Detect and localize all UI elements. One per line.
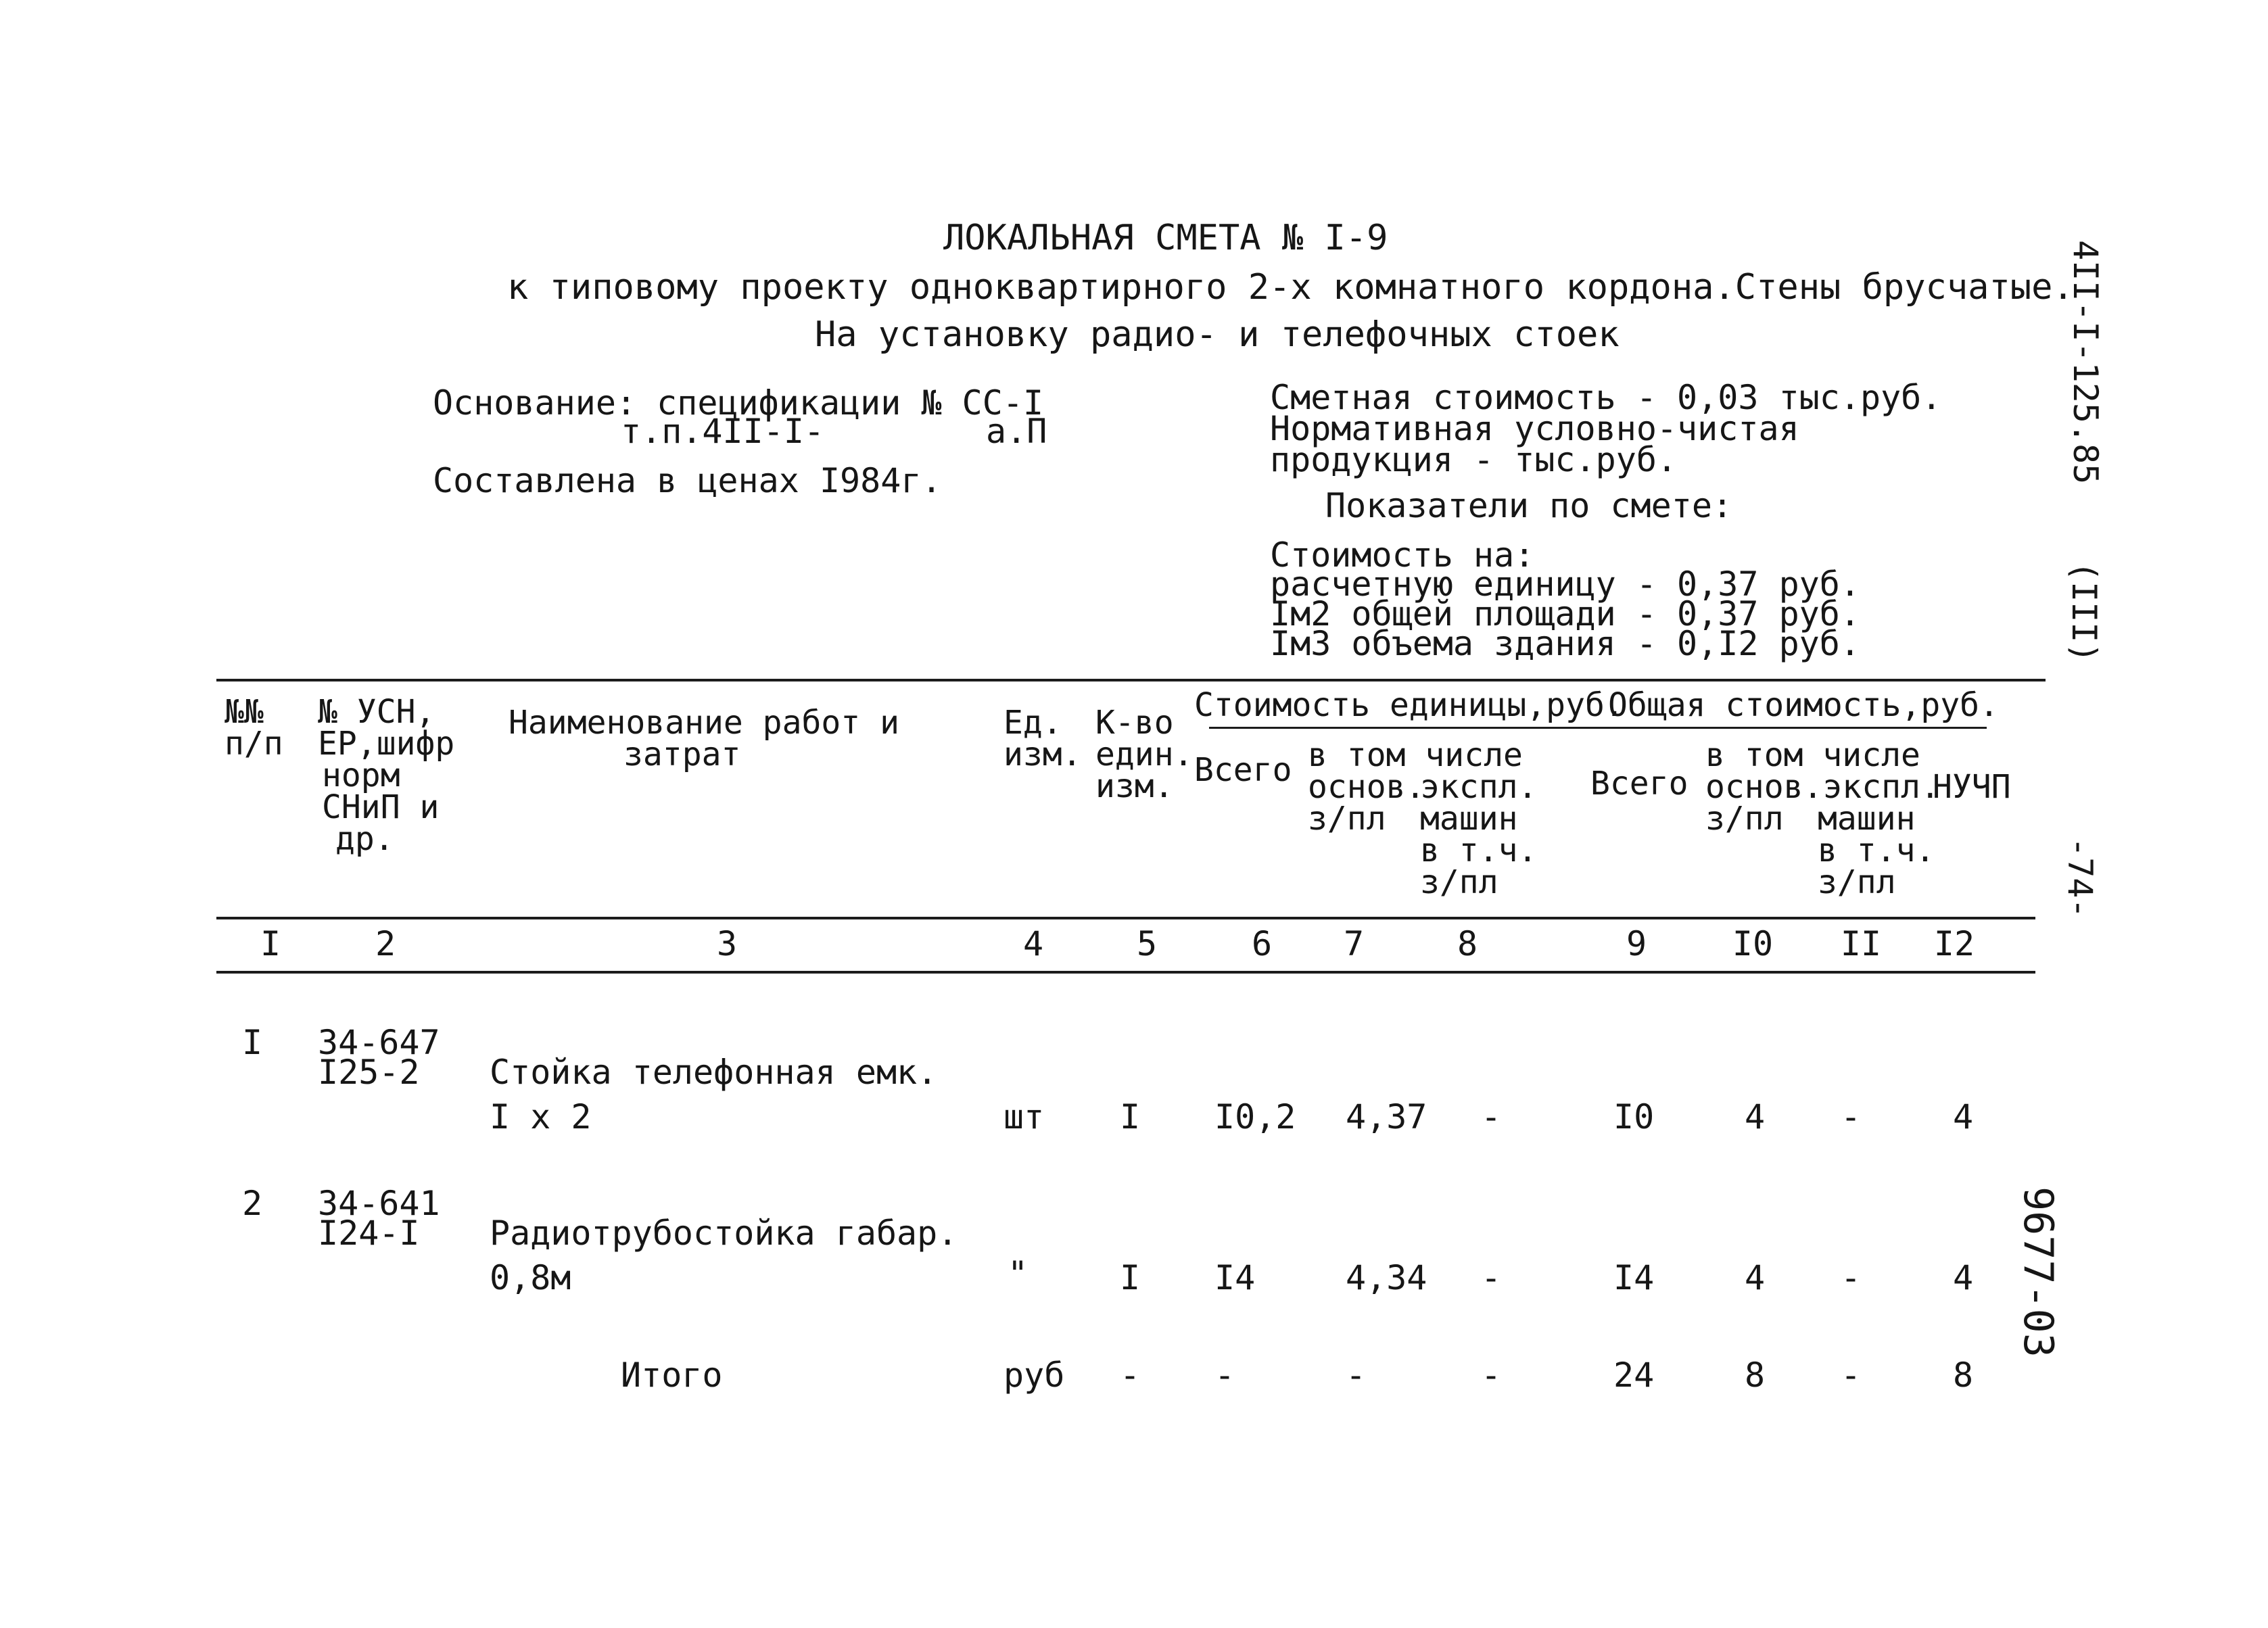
stamp-number: 9677-03: [2014, 1187, 2062, 1358]
colnum-9: 9: [1626, 924, 1647, 963]
header-col3-line1: Наименование работ и: [509, 704, 899, 742]
per-m2-cost: Iм2 общей площади - 0,37 руб.: [1270, 594, 1860, 633]
row-unit-total: I4: [1214, 1258, 1256, 1297]
cost-group-rule: [1209, 727, 1987, 729]
colnum-2: 2: [375, 924, 396, 963]
side-code: 4II-I-125.85: [2066, 240, 2105, 485]
header-unit-ekspl: экспл.: [1420, 768, 1538, 806]
header-unit-mashin: машин: [1420, 800, 1518, 838]
colnum-10: I0: [1732, 924, 1774, 963]
row-name-line1: Стойка телефонная емк.: [490, 1053, 938, 1092]
total-qty: -: [1120, 1356, 1141, 1395]
row-qty: I: [1120, 1258, 1141, 1297]
row-number: I: [242, 1023, 263, 1062]
document-subject: На установку радио- и телефочных стоек: [815, 314, 1620, 355]
header-unit-osnov: основ.: [1308, 768, 1425, 806]
header-col4-line2: изм.: [1003, 736, 1082, 773]
basis-ref: т.п.4II-I-: [621, 412, 825, 451]
row-total-machines: -: [1841, 1258, 1862, 1297]
total-wage: 8: [1745, 1356, 1766, 1395]
header-col2-line1: № УСН,: [318, 693, 435, 731]
per-m3-cost: Iм3 объема здания - 0,I2 руб.: [1270, 624, 1860, 663]
header-col3-line2: затрат: [623, 736, 741, 773]
total-unit-wage: -: [1346, 1356, 1367, 1395]
indicators-heading: Показатели по смете:: [1325, 486, 1733, 525]
table-top-rule: [216, 679, 2046, 681]
header-total-nuchp: НУЧП: [1933, 768, 2011, 806]
colnum-1: I: [260, 924, 281, 963]
row-unit-machines: -: [1481, 1258, 1502, 1297]
row-unit-wage: 4,37: [1346, 1097, 1427, 1136]
header-total-osnov-ekspl: основ.экспл.: [1705, 768, 1940, 806]
row-unit-machines: -: [1481, 1097, 1502, 1136]
row-unit: ": [1008, 1254, 1029, 1293]
header-bottom-rule: [216, 917, 2035, 919]
header-unit-osnov-zpl: з/пл: [1308, 800, 1386, 838]
header-col5-line1: К-во: [1095, 704, 1174, 742]
header-total-ekspl-zpl: з/пл: [1818, 863, 1896, 901]
colnum-7: 7: [1343, 924, 1365, 963]
normative-line1: Нормативная условно-чистая: [1270, 409, 1799, 448]
header-unit-vtom: в том числе: [1308, 736, 1523, 774]
estimate-cost: Сметная стоимость - 0,03 тыс.руб.: [1270, 378, 1942, 417]
row-name-line1: Радиотрубостойка габар.: [490, 1214, 958, 1253]
row-total-wage: 4: [1745, 1258, 1766, 1297]
header-unit-cost: Стоимость единицы,руб.: [1194, 686, 1624, 724]
header-col2-line5: др.: [335, 820, 394, 858]
total-machines: -: [1841, 1356, 1862, 1395]
header-col2-line3: норм: [322, 757, 400, 794]
header-col1-line1: №№: [225, 693, 264, 731]
row-unit: шт: [1003, 1097, 1045, 1136]
row-code-line1: 34-647: [318, 1023, 440, 1062]
row-name-line2: I х 2: [490, 1097, 592, 1136]
row-code-line2: I24-I: [318, 1214, 420, 1253]
row-name-line2: 0,8м: [490, 1258, 571, 1297]
row-nuchp: 4: [1953, 1097, 1974, 1136]
cost-on: Стоимость на:: [1270, 535, 1535, 575]
row-total: I0: [1613, 1097, 1655, 1136]
row-qty: I: [1120, 1097, 1141, 1136]
header-col4-line1: Ед.: [1003, 704, 1062, 742]
basis-album: а.П: [986, 412, 1047, 451]
row-code-line1: 34-641: [318, 1184, 440, 1223]
total-unit-total: -: [1214, 1356, 1235, 1395]
page-number: -74-: [2060, 837, 2100, 919]
row-number: 2: [242, 1184, 263, 1223]
header-col2-line4: СНиП и: [322, 788, 440, 826]
total-unit-machines: -: [1481, 1356, 1502, 1395]
header-total-mashin: машин: [1818, 800, 1916, 838]
document-title: ЛОКАЛЬНАЯ СМЕТА № I-9: [943, 218, 1388, 258]
row-total-machines: -: [1841, 1097, 1862, 1136]
total-label: Итого: [621, 1356, 723, 1395]
colnum-6: 6: [1251, 924, 1273, 963]
colnum-3: 3: [716, 924, 738, 963]
colnum-4: 4: [1022, 924, 1044, 963]
total-nuchp: 8: [1953, 1356, 1974, 1395]
header-col1-line2: п/п: [225, 725, 283, 763]
header-col2-line2: ЕР,шифр: [318, 725, 455, 763]
header-total-vtch: в т.ч.: [1818, 832, 1935, 869]
colnum-11: II: [1840, 924, 1882, 963]
header-total-vsego: Всего: [1590, 765, 1688, 803]
basis-label: Основание: спецификации № СС-I: [433, 383, 1044, 423]
document-subtitle: к типовому проекту одноквартирного 2-х комнатного кордона.Стены брусчатые.: [507, 267, 2074, 308]
colnum-5: 5: [1136, 924, 1158, 963]
header-col5-line2: един.: [1095, 736, 1194, 773]
header-unit-vtch: в т.ч.: [1420, 832, 1538, 869]
row-nuchp: 4: [1953, 1258, 1974, 1297]
total-sum: 24: [1613, 1356, 1655, 1395]
side-part: (III): [2064, 561, 2104, 663]
total-unit: руб: [1003, 1356, 1065, 1395]
row-unit-wage: 4,34: [1346, 1258, 1427, 1297]
row-code-line2: I25-2: [318, 1053, 420, 1092]
header-total-vtom: в том числе: [1705, 736, 1920, 774]
header-unit-vsego: Всего: [1194, 751, 1292, 789]
row-total: I4: [1613, 1258, 1655, 1297]
header-unit-ekspl-zpl: з/пл: [1420, 863, 1498, 901]
header-total-osnov-zpl: з/пл: [1705, 800, 1784, 838]
per-unit-cost: расчетную единицу - 0,37 руб.: [1270, 565, 1860, 604]
normative-line2: продукция - тыс.руб.: [1270, 440, 1678, 479]
header-col5-line3: изм.: [1095, 767, 1174, 805]
colnum-12: I2: [1933, 924, 1975, 963]
header-total-cost: Общая стоимость,руб.: [1608, 686, 1999, 724]
colnum-bottom-rule: [216, 971, 2035, 974]
row-unit-total: I0,2: [1214, 1097, 1296, 1136]
colnum-8: 8: [1457, 924, 1478, 963]
prices-note: Составлена в ценах I984г.: [433, 461, 942, 500]
row-total-wage: 4: [1745, 1097, 1766, 1136]
